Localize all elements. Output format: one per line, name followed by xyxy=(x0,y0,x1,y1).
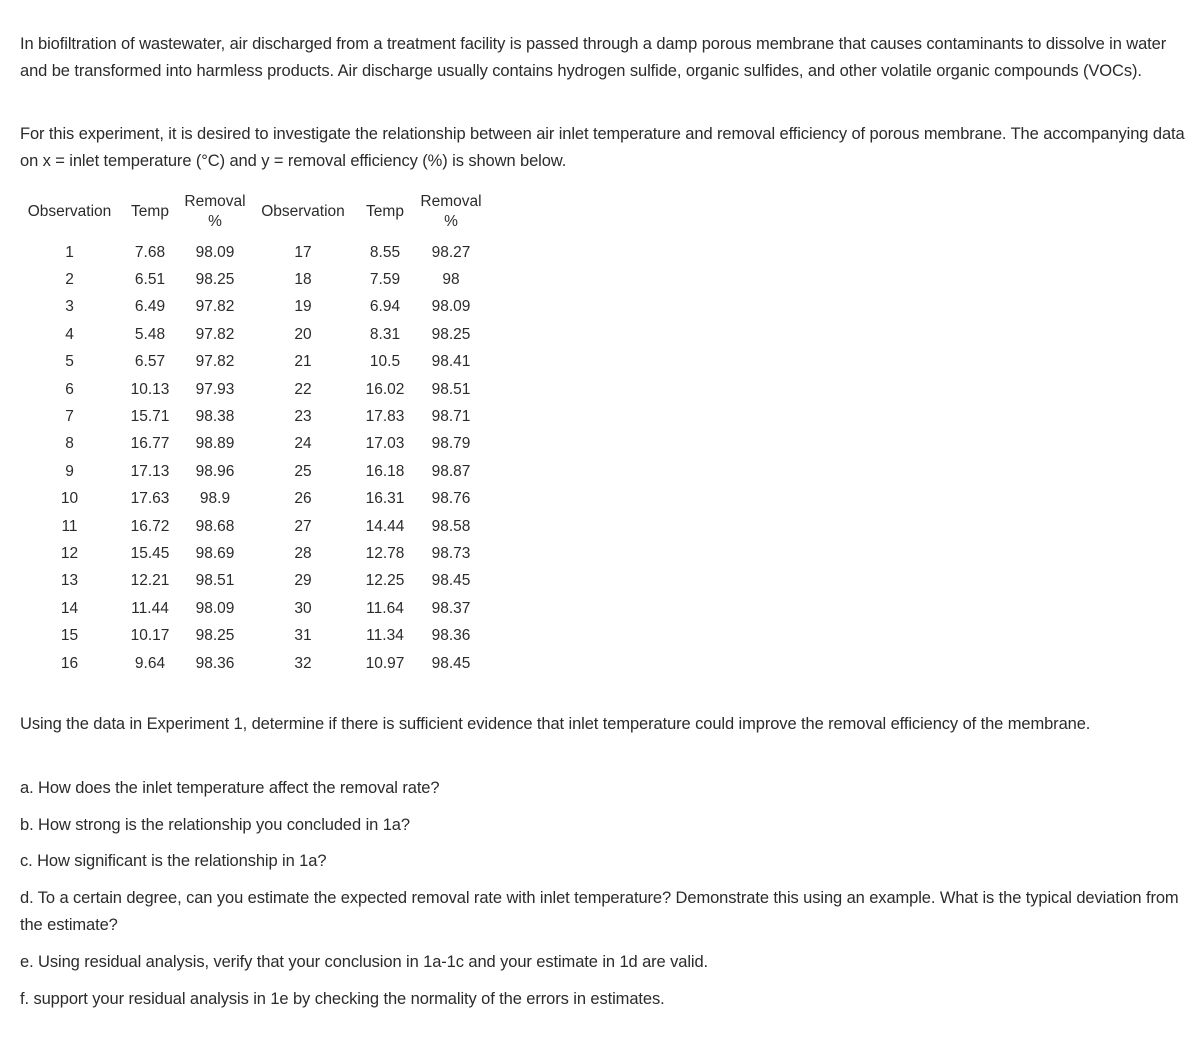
removal-cell: 98.36 xyxy=(195,654,235,672)
observation-cell: 21 xyxy=(294,353,312,371)
intro-paragraph: In biofiltration of wastewater, air discharged from a treatment facility is passed through a damp porous membrane that causes contaminants to dissolve in water and be transformed into harmless products. Air discharge usually contains hydrogen sulfide, organic sulfides, and other volatile organic compounds (VOCs). xyxy=(20,35,1167,80)
temp-cell: 10.13 xyxy=(130,380,170,398)
removal-cell: 98.45 xyxy=(431,572,471,590)
table-row xyxy=(18,622,487,649)
observation-cell: 17 xyxy=(294,243,312,261)
removal-cell: 98.58 xyxy=(431,517,471,535)
temp-cell: 10.97 xyxy=(365,654,405,672)
observation-cell: 31 xyxy=(294,627,312,645)
observation-cell: 18 xyxy=(294,271,312,289)
removal-cell: 98.09 xyxy=(431,298,471,316)
observation-cell: 30 xyxy=(294,599,312,617)
observation-cell: 24 xyxy=(294,435,312,453)
header-removal-1 xyxy=(179,185,251,239)
temp-cell: 14.44 xyxy=(365,517,405,535)
table-row xyxy=(18,568,487,595)
temp-cell: 16.77 xyxy=(130,435,170,453)
table-body xyxy=(18,239,487,677)
removal-cell: 98.27 xyxy=(431,243,471,261)
removal-cell: 98.89 xyxy=(195,435,235,453)
table-row xyxy=(18,376,487,403)
removal-cell: 98 xyxy=(442,271,460,289)
observation-cell: 29 xyxy=(294,572,312,590)
removal-cell: 98.41 xyxy=(431,353,471,371)
removal-cell: 98.71 xyxy=(431,408,471,426)
header-temp-2: Temp xyxy=(366,203,404,220)
table-row xyxy=(18,294,487,321)
temp-cell: 15.71 xyxy=(130,408,170,426)
temp-cell: 12.78 xyxy=(365,544,405,562)
header-removal-2 xyxy=(415,185,487,239)
observation-cell: 15 xyxy=(60,627,79,645)
removal-cell: 98.45 xyxy=(431,654,471,672)
observation-cell: 25 xyxy=(294,462,312,480)
removal-cell: 98.25 xyxy=(431,325,471,343)
table-row xyxy=(18,513,487,540)
temp-cell: 16.31 xyxy=(365,490,405,508)
temp-cell: 16.02 xyxy=(365,380,405,398)
temp-cell: 6.94 xyxy=(369,298,401,316)
table-header-row xyxy=(18,185,487,239)
observation-cell: 10 xyxy=(60,490,79,508)
question-item-b: b. How strong is the relationship you concluded in 1a? xyxy=(20,816,410,834)
temp-cell: 7.68 xyxy=(134,243,166,261)
temp-cell: 6.51 xyxy=(134,271,166,289)
removal-cell: 98.79 xyxy=(431,435,471,453)
removal-cell: 98.51 xyxy=(195,572,235,590)
removal-cell: 97.93 xyxy=(195,380,235,398)
temp-cell: 12.21 xyxy=(130,572,170,590)
removal-cell: 97.82 xyxy=(195,298,235,316)
removal-cell: 98.51 xyxy=(431,380,471,398)
observation-cell: 3 xyxy=(65,298,74,316)
temp-cell: 17.63 xyxy=(130,490,170,508)
table-row xyxy=(18,431,487,458)
temp-cell: 16.18 xyxy=(365,462,405,480)
observation-cell: 13 xyxy=(60,572,79,590)
temp-cell: 11.64 xyxy=(366,599,404,617)
temp-cell: 17.03 xyxy=(365,435,405,453)
observation-cell: 8 xyxy=(65,435,74,453)
observation-cell: 26 xyxy=(294,490,312,508)
removal-cell: 98.76 xyxy=(431,490,471,508)
observation-cell: 32 xyxy=(294,654,312,672)
observation-cell: 9 xyxy=(65,462,74,480)
observation-cell: 20 xyxy=(294,325,312,343)
question-paragraph: Using the data in Experiment 1, determine if there is sufficient evidence that inlet temperature could improve the removal efficiency of the membrane. xyxy=(20,715,1091,733)
header-observation-2: Observation xyxy=(261,203,345,220)
removal-cell: 98.09 xyxy=(195,243,235,261)
temp-cell: 16.72 xyxy=(130,517,170,535)
observation-cell: 7 xyxy=(65,408,74,426)
temp-cell: 12.25 xyxy=(365,572,405,590)
header-observation-1: Observation xyxy=(27,203,112,220)
temp-cell: 6.49 xyxy=(134,298,166,316)
table-row xyxy=(18,595,487,622)
observation-cell: 16 xyxy=(60,654,79,672)
table-row xyxy=(18,321,487,348)
header-removal-1-line1: Removal xyxy=(184,193,246,210)
removal-cell: 98.87 xyxy=(431,462,471,480)
table-row xyxy=(18,540,487,567)
question-item-f: f. support your residual analysis in 1e by checking the normality of the errors in estimates. xyxy=(20,990,665,1008)
removal-cell: 98.37 xyxy=(431,599,471,617)
temp-cell: 7.59 xyxy=(369,271,401,289)
observation-cell: 27 xyxy=(294,517,312,535)
question-item-d: d. To a certain degree, can you estimate the expected removal rate with inlet temperature? Demonstrate this using an example. What is the typical deviation from the estimate? xyxy=(20,889,1179,934)
temp-cell: 10.5 xyxy=(369,353,401,371)
temp-cell: 8.31 xyxy=(369,325,401,343)
temp-cell: 6.57 xyxy=(134,353,166,371)
table-row xyxy=(18,349,487,376)
table-row xyxy=(18,239,487,266)
temp-cell: 15.45 xyxy=(130,544,170,562)
observation-cell: 4 xyxy=(65,325,74,343)
removal-cell: 98.25 xyxy=(195,271,235,289)
table-row xyxy=(18,486,487,513)
observation-cell: 12 xyxy=(60,544,79,562)
removal-cell: 98.25 xyxy=(195,627,235,645)
table-row xyxy=(18,650,487,677)
removal-cell: 98.38 xyxy=(195,408,235,426)
removal-cell: 98.68 xyxy=(195,517,235,535)
table-row xyxy=(18,403,487,430)
temp-cell: 11.34 xyxy=(366,627,404,645)
observation-cell: 22 xyxy=(294,380,312,398)
observation-cell: 2 xyxy=(65,271,74,289)
observation-cell: 5 xyxy=(65,353,74,371)
removal-cell: 98.36 xyxy=(431,627,471,645)
removal-cell: 98.96 xyxy=(195,462,235,480)
question-item-e: e. Using residual analysis, verify that your conclusion in 1a-1c and your estimate in 1d are valid. xyxy=(20,953,709,971)
observation-cell: 1 xyxy=(65,243,74,261)
observation-cell: 19 xyxy=(294,298,312,316)
header-removal-2-line1: Removal xyxy=(420,193,482,210)
temp-cell: 5.48 xyxy=(134,325,166,343)
question-item-c: c. How significant is the relationship in 1a? xyxy=(20,852,327,870)
observation-cell: 6 xyxy=(65,380,74,398)
temp-cell: 17.13 xyxy=(130,462,170,480)
data-table xyxy=(18,185,487,677)
removal-cell: 98.73 xyxy=(431,544,471,562)
setup-paragraph: For this experiment, it is desired to investigate the relationship between air inlet temperature and removal efficiency of porous membrane. The accompanying data on x = inlet temperature (°C) and y = removal efficiency (%) is shown below. xyxy=(20,125,1185,170)
temp-cell: 17.83 xyxy=(365,408,405,426)
removal-cell: 98.69 xyxy=(195,544,235,562)
observation-cell: 23 xyxy=(294,408,312,426)
observation-cell: 14 xyxy=(60,599,79,617)
observation-cell: 28 xyxy=(294,544,312,562)
removal-cell: 98.9 xyxy=(199,490,231,508)
header-temp-1: Temp xyxy=(131,203,169,220)
header-removal-2-line2: % xyxy=(444,213,458,230)
temp-cell: 8.55 xyxy=(369,243,401,261)
removal-cell: 98.09 xyxy=(195,599,235,617)
table-row xyxy=(18,458,487,485)
temp-cell: 11.44 xyxy=(131,599,169,617)
temp-cell: 9.64 xyxy=(134,654,166,672)
question-item-a: a. How does the inlet temperature affect the removal rate? xyxy=(20,779,440,797)
table-row xyxy=(18,266,487,293)
observation-cell: 11 xyxy=(61,517,78,535)
removal-cell: 97.82 xyxy=(195,325,235,343)
header-removal-1-line2: % xyxy=(208,213,222,230)
temp-cell: 10.17 xyxy=(130,627,170,645)
removal-cell: 97.82 xyxy=(195,353,235,371)
